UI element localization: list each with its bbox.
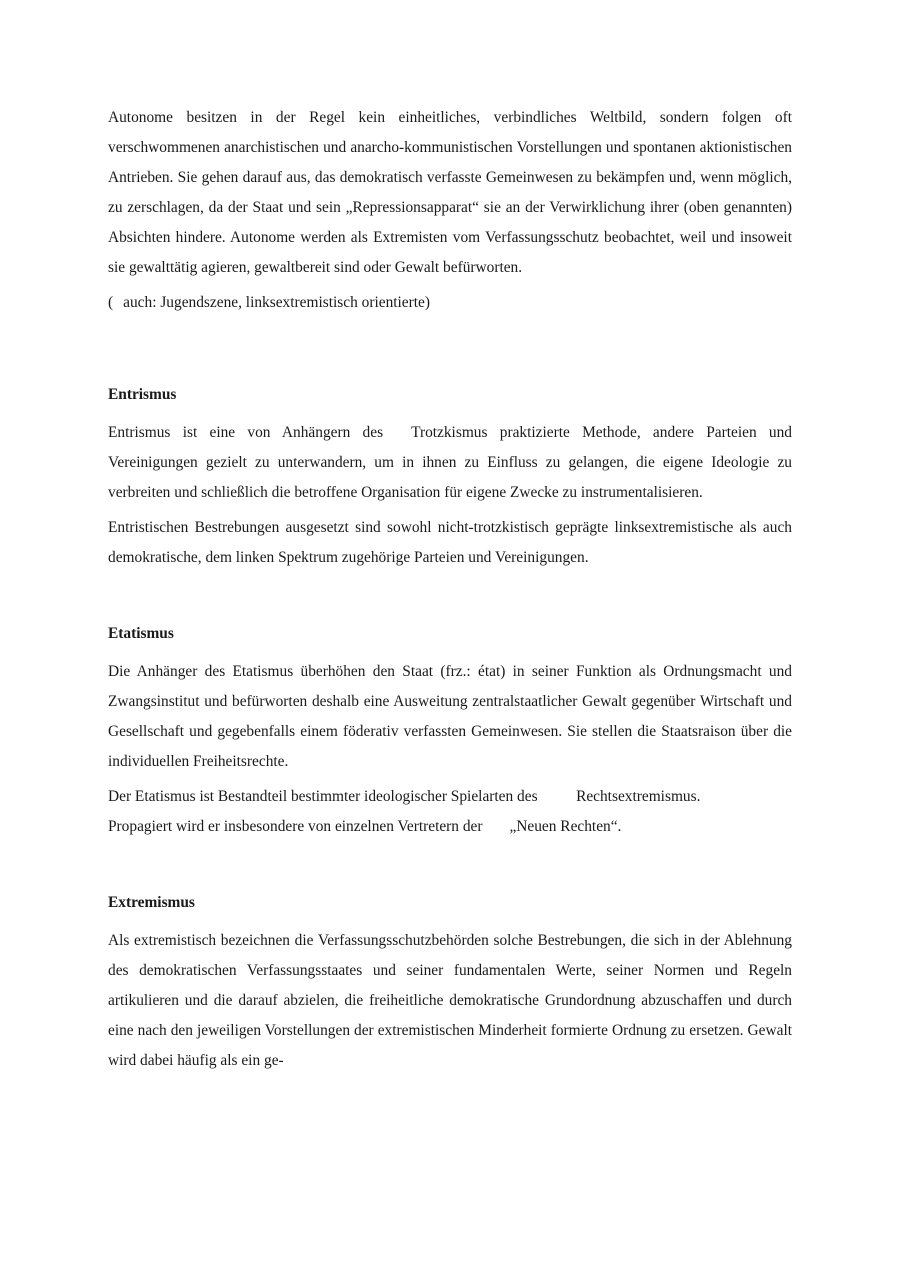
entry-autonome-continuation <box>108 103 792 318</box>
extremismus-paragraph-1: Als extremistisch bezeichnen die Verfassungsschutzbehörden solche Bestrebungen, die sich in der Ablehnung des demokratischen Verfassungsstaates und seiner fundamentalen Werte, seiner Normen und Regeln artikulieren und die darauf abzielen, die freiheitliche demokratische Grundordnung abzuschaffen und durch eine nach den jeweiligen Vorstellungen der extremistischen Minderheit formierte Ordnung zu ersetzen. Gewalt wird dabei häufig als ein ge- <box>108 932 792 1069</box>
entry-extremismus <box>108 888 792 1076</box>
see-also-line <box>108 288 792 318</box>
etatismus-paragraph-3 <box>108 812 792 842</box>
entry-etatismus <box>108 619 792 842</box>
entrismus-heading: Entrismus <box>108 386 177 403</box>
trotzkismus-link[interactable]: Trotzkismus <box>411 424 488 441</box>
entrismus-paragraph-2: Entristischen Bestrebungen ausgesetzt sind sowohl nicht-trotzkistisch geprägte linksextremistische als auch demokratische, dem linken Spektrum zugehörige Parteien und Vereinigungen. <box>108 519 792 566</box>
extremismus-heading: Extremismus <box>108 894 195 911</box>
etatismus-heading: Etatismus <box>108 625 174 642</box>
entrismus-p1-text-before: Entrismus ist eine von Anhängern des <box>108 424 384 441</box>
entrismus-p1-text-after: praktizierte Methode, andere Parteien und Vereinigungen gezielt zu unterwandern, um in ihnen zu Einfluss zu gelangen, die eigene Ideologie zu verbreiten und schließlich die betroffene Organisation für eigene Zwecke zu instrumentalisieren. <box>108 424 792 501</box>
etatismus-p3-text: Propagiert wird er insbesondere von einzelnen Vertretern der <box>108 818 483 835</box>
etatismus-paragraph-2 <box>108 782 792 812</box>
document-page <box>108 103 792 1076</box>
etatismus-p2-text: Der Etatismus ist Bestandteil bestimmter ideologischer Spielarten des <box>108 788 538 805</box>
entry-entrismus <box>108 380 792 573</box>
etatismus-paragraph-1: Die Anhänger des Etatismus überhöhen den Staat (frz.: état) in seiner Funktion als Ordnungsmacht und Zwangsinstitut und befürworten deshalb eine Ausweitung zentralstaatlicher Gewalt gegenüber Wirtschaft und Gesellschaft und gegebenfalls einem föderativ verfassten Gemeinwesen. Sie stellen die Staatsraison über die individuellen Freiheitsrechte. <box>108 663 792 770</box>
see-also-open-paren: ( <box>108 294 114 311</box>
see-also-link[interactable]: auch: Jugendszene, linksextremistisch orientierte) <box>123 294 430 311</box>
autonome-paragraph: Autonome besitzen in der Regel kein einheitliches, verbindliches Weltbild, sondern folgen oft verschwommenen anarchistischen und anarcho-kommunistischen Vorstellungen und spontanen aktionistischen Antrieben. Sie gehen darauf aus, das demokratisch verfasste Gemeinwesen zu bekämpfen und, wenn möglich, zu zerschlagen, da der Staat und sein „Repressionsapparat“ sie an der Verwirklichung ihrer (oben genannten) Absichten hindere. Autonome werden als Extremisten vom Verfassungsschutz beobachtet, weil und insoweit sie gewalttätig agieren, gewaltbereit sind oder Gewalt befürworten. <box>108 109 792 276</box>
rechtsextremismus-link[interactable]: Rechtsextremismus. <box>576 788 701 805</box>
entrismus-paragraph-1 <box>108 418 792 508</box>
neue-rechte-link[interactable]: „Neuen Rechten“. <box>509 818 622 835</box>
